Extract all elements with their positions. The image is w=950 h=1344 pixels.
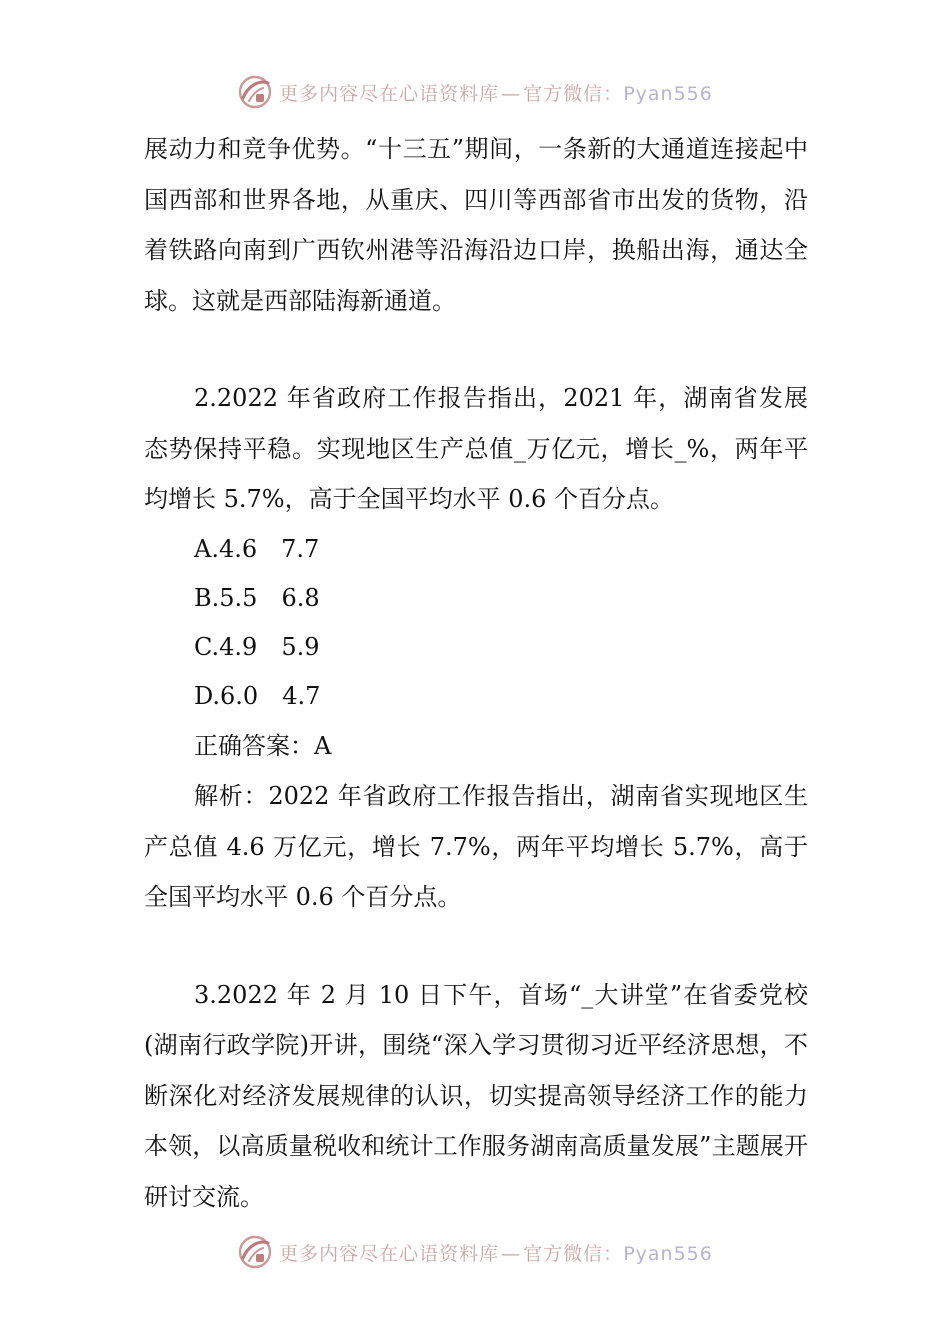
option-b [144, 574, 808, 623]
option-b-value: 6.8 [281, 583, 320, 612]
question-2-analysis: 解析：2022 年省政府工作报告指出，湖南省实现地区生产总值 4.6 万亿元，增长 7.7%，两年平均增长 5.7%，高于全国平均水平 0.6 个百分点。 [144, 782, 808, 911]
option-d [144, 672, 808, 721]
watermark-text [279, 79, 713, 106]
option-a [144, 525, 808, 574]
paragraph-gap [144, 923, 808, 970]
option-c-key: C.4.9 [194, 632, 258, 661]
watermark-text [279, 1239, 713, 1266]
question-3-text: 3.2022 年 2 月 10 日下午，首场“_大讲堂”在省委党校(湖南行政学院)开讲，围绕“深入学习贯彻习近平经济思想，不断深化对经济发展规律的认识，切实提高领导经济工作的能力本领，以高质量税收和统计工作服务湖南高质量发展”主题展开研讨交流。 [144, 980, 808, 1211]
watermark-header [0, 72, 950, 112]
paragraph-gap [144, 326, 808, 373]
watermark-contact: Pyan556 [623, 1242, 713, 1265]
watermark-dash: — [501, 1242, 522, 1265]
question-2-answer: 正确答案：A [194, 731, 332, 760]
watermark-main: 更多内容尽在心语资料库 [279, 1242, 500, 1265]
watermark-footer [0, 1232, 950, 1272]
option-a-key: A.4.6 [194, 534, 258, 563]
watermark-label: 官方微信： [523, 1242, 624, 1265]
document-body [144, 124, 808, 1222]
option-c [144, 623, 808, 672]
intro-paragraph: 展动力和竞争优势。“十三五”期间，一条新的大通道连接起中国西部和世界各地，从重庆、四川等西部省市出发的货物，沿着铁路向南到广西钦州港等沿海沿边口岸，换船出海，通达全球。这就是西部陆海新通道。 [144, 135, 808, 315]
watermark-contact: Pyan556 [623, 82, 713, 105]
watermark-main: 更多内容尽在心语资料库 [279, 82, 500, 105]
seal-logo-icon [237, 74, 273, 110]
option-d-value: 4.7 [282, 681, 321, 710]
option-c-value: 5.9 [281, 632, 320, 661]
watermark-dash: — [501, 82, 522, 105]
watermark-label: 官方微信： [523, 82, 624, 105]
option-b-key: B.5.5 [194, 583, 258, 612]
option-d-key: D.6.0 [194, 681, 259, 710]
option-a-value: 7.7 [281, 534, 320, 563]
question-2-text: 2.2022 年省政府工作报告指出，2021 年，湖南省发展态势保持平稳。实现地区生产总值_万亿元，增长_%，两年平均增长 5.7%，高于全国平均水平 0.6 个百分点。 [144, 384, 808, 513]
seal-logo-icon [237, 1234, 273, 1270]
